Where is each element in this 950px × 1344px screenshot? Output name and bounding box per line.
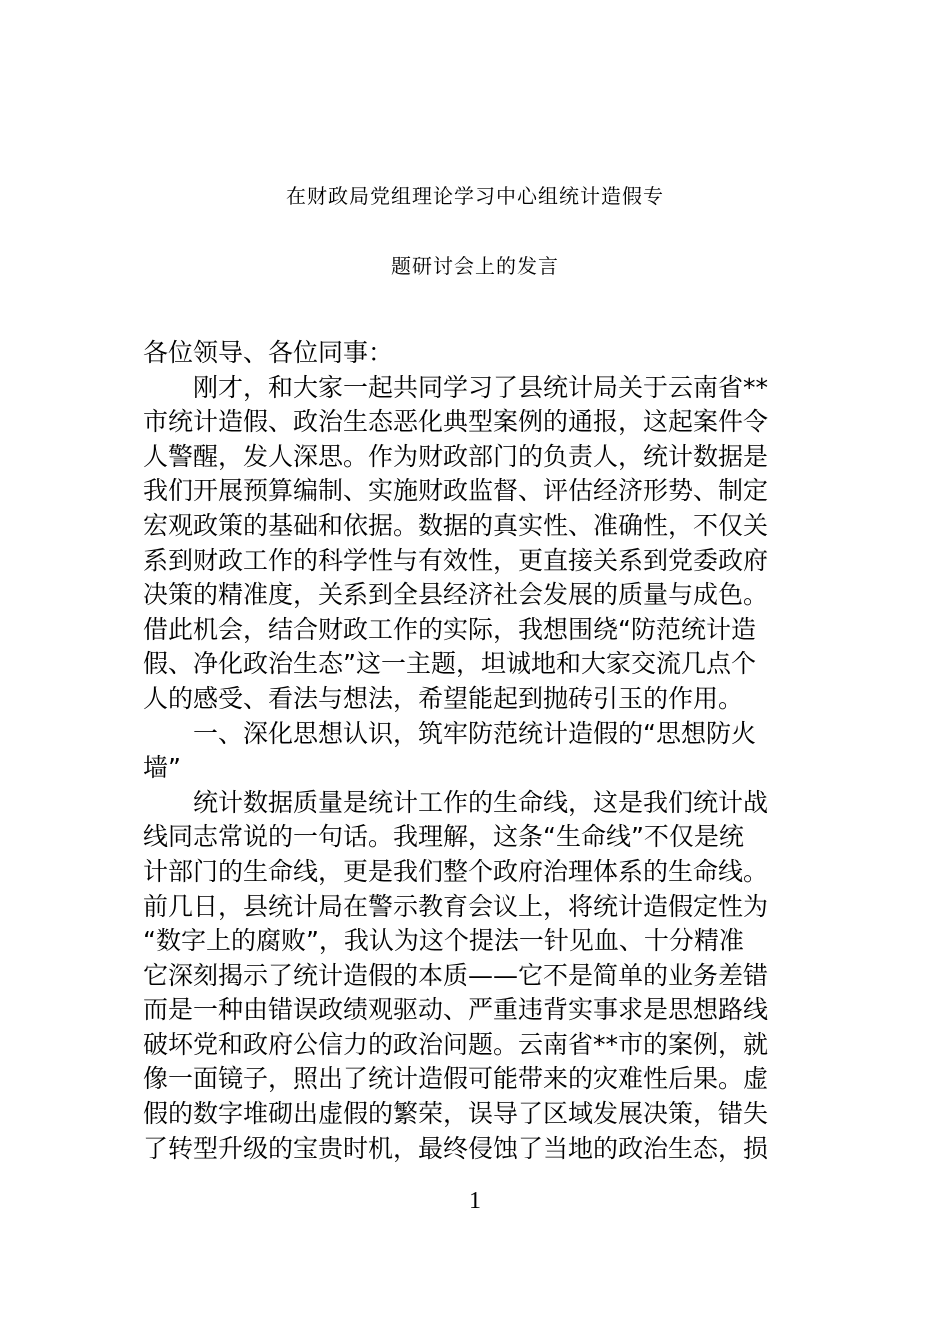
- section-heading-1-line: 墙”: [143, 753, 181, 783]
- paragraph-1-line: 人警醒，发人深思。作为财政部门的负责人，统计数据是: [143, 441, 769, 471]
- document-title-line-2: 题研讨会上的发言: [391, 254, 559, 278]
- paragraph-1-line: 市统计造假、政治生态恶化典型案例的通报，这起案件令: [143, 407, 769, 437]
- paragraph-1-line: 人的感受、看法与想法，希望能起到抛砖引玉的作用。: [143, 683, 744, 713]
- paragraph-1-line: 刚才，和大家一起共同学习了县统计局关于云南省**: [193, 372, 769, 402]
- document-body: [143, 336, 813, 1166]
- paragraph-2: [143, 786, 813, 1167]
- paragraph-2-line: 破坏党和政府公信力的政治问题。云南省**市的案例，就: [143, 1029, 769, 1059]
- paragraph-2-line: 计部门的生命线，更是我们整个政府治理体系的生命线。: [143, 856, 769, 886]
- document-title-line-1: 在财政局党组理论学习中心组统计造假专: [286, 184, 664, 208]
- page-number: 1: [469, 1188, 481, 1214]
- paragraph-1-line: 假、净化政治生态”这一主题，坦诚地和大家交流几点个: [143, 649, 756, 679]
- paragraph-2-line: 它深刻揭示了统计造假的本质——它不是简单的业务差错: [143, 960, 769, 990]
- paragraph-2-line: 假的数字堆砌出虚假的繁荣，误导了区域发展决策，错失: [143, 1099, 769, 1129]
- greeting: 各位领导、各位同事：: [143, 338, 394, 367]
- paragraph-1-line: 借此机会，结合财政工作的实际，我想围绕“防范统计造: [143, 614, 756, 644]
- paragraph-2-line: 了转型升级的宝贵时机，最终侵蚀了当地的政治生态，损: [143, 1133, 769, 1163]
- paragraph-2-line: 前几日，县统计局在警示教育会议上，将统计造假定性为: [143, 891, 769, 921]
- section-heading-1: [143, 717, 813, 786]
- section-heading-1-line: 一、深化思想认识，筑牢防范统计造假的“思想防火: [193, 718, 756, 748]
- paragraph-2-line: “数字上的腐败”，我认为这个提法一针见血、十分精准: [143, 926, 744, 956]
- paragraph-1-line: 系到财政工作的科学性与有效性，更直接关系到党委政府: [143, 545, 769, 575]
- paragraph-1-line: 我们开展预算编制、实施财政监督、评估经济形势、制定: [143, 476, 769, 506]
- paragraph-2-line: 线同志常说的一句话。我理解，这条“生命线”不仅是统: [143, 822, 744, 852]
- paragraph-1-line: 宏观政策的基础和依据。数据的真实性、准确性，不仅关: [143, 510, 769, 540]
- paragraph-1: [143, 371, 813, 717]
- paragraph-2-line: 统计数据质量是统计工作的生命线，这是我们统计战: [193, 787, 769, 817]
- paragraph-2-line: 像一面镜子，照出了统计造假可能带来的灾难性后果。虚: [143, 1064, 769, 1094]
- paragraph-2-line: 而是一种由错误政绩观驱动、严重违背实事求是思想路线: [143, 995, 769, 1025]
- paragraph-1-line: 决策的精准度，关系到全县经济社会发展的质量与成色。: [143, 580, 769, 610]
